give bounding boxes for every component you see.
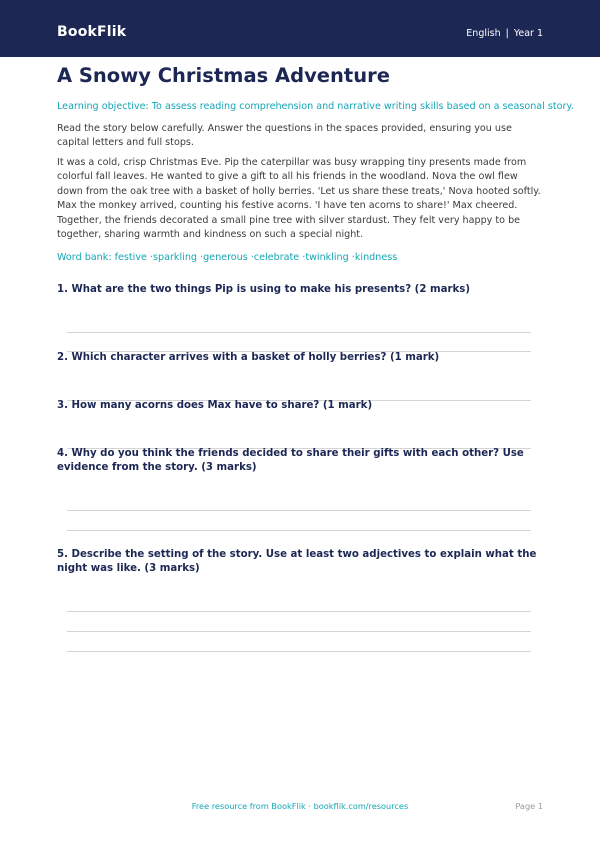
answer-line[interactable] [67,530,531,531]
instructions-text: Read the story below carefully. Answer the questions in the spaces provided, ensuring you use capital letters and full stops. [57,123,512,149]
year-label: Year 1 [513,28,543,39]
answer-line[interactable] [67,651,531,652]
footer-credit: Free resource from BookFlik · bookflik.com/resources [191,801,409,811]
subject-year-label [466,28,543,39]
subject-label: English [466,28,501,39]
worksheet-title: A Snowy Christmas Adventure [57,64,390,87]
word-bank [57,251,545,265]
word-bank-word: festive [114,252,147,263]
page-number: Page 1 [515,801,543,811]
learning-objective: Learning objective: To assess reading comprehension and narrative writing skills based on a seasonal story. [57,101,574,112]
question-5: 5. Describe the setting of the story. Use at least two adjectives to explain what the night was like. (3 marks) [57,549,537,575]
question-3: 3. How many acorns does Max have to share? (1 mark) [57,400,373,411]
question-4: 4. Why do you think the friends decided to share their gifts with each other? Use evidence from the story. (3 marks) [57,448,524,474]
page-header [0,0,600,57]
brand-logo-text: BookFlik [57,24,127,40]
story-text: It was a cold, crisp Christmas Eve. Pip the caterpillar was busy wrapping tiny presents made from colorful fall leaves. He wanted to give a gift to all his friends in the woodland. Nova the owl flew down from the oak tree with a basket of holly berries. 'Let us share these treats,' Nova hooted softly. Max the monkey arrived, counting his festive acorns. 'I have ten acorns to share!' Max cheered. Together, the friends decorated a small pine tree with silver stardust. They felt very happy to be together, sharing warmth and kindness on such a special night. [57,157,541,241]
word-bank-word: · sparkling [147,252,197,263]
question-2: 2. Which character arrives with a basket of holly berries? (1 mark) [57,352,440,363]
meta-separator: | [505,28,509,39]
word-bank-label: Word bank: [57,252,112,263]
word-bank-word: · generous [197,252,248,263]
word-bank-words [115,252,398,263]
word-bank-word: · twinkling [299,252,349,263]
word-bank-word: · celebrate [248,252,299,263]
question-1: 1. What are the two things Pip is using to make his presents? (2 marks) [57,284,470,295]
answer-line[interactable] [67,332,531,333]
answer-line[interactable] [67,510,531,511]
answer-line[interactable] [67,611,531,612]
word-bank-word: · kindness [349,252,397,263]
answer-line[interactable] [67,631,531,632]
